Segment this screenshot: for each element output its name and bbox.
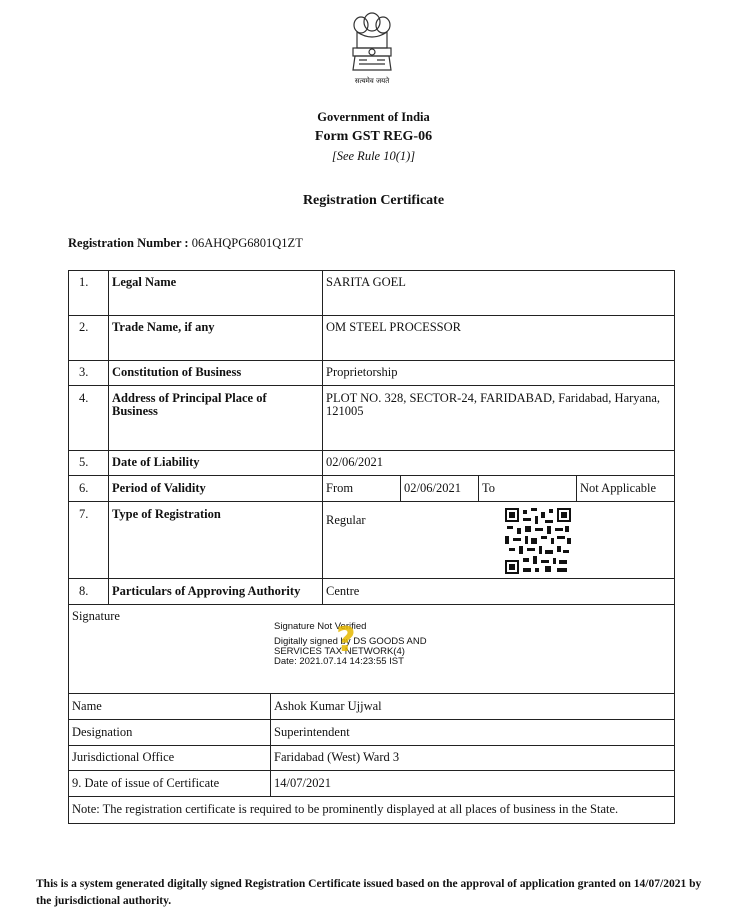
row-number: 8. [79, 584, 89, 598]
officer-label: 9. Date of issue of Certificate [72, 776, 220, 790]
rule-reference: [See Rule 10(1)] [331, 149, 416, 163]
row-number: 4. [79, 391, 89, 405]
signature-unverified-icon: ? [336, 620, 356, 660]
row-label: Constitution of Business [112, 365, 242, 379]
registration-number-label: Registration Number : [68, 236, 189, 250]
row-number: 2. [79, 320, 89, 334]
row-value: Proprietorship [326, 365, 398, 379]
row-number: 5. [79, 455, 89, 469]
officer-value: Superintendent [274, 725, 350, 739]
registration-number [68, 236, 303, 251]
row-number: 7. [79, 507, 89, 521]
national-emblem-icon [345, 8, 399, 78]
signature-status: Signature Not Verified [274, 621, 367, 632]
row-label: Particulars of Approving Authority [112, 584, 301, 598]
row-label: Period of Validity [112, 481, 206, 495]
row-value: OM STEEL PROCESSOR [326, 320, 461, 334]
emblem-motto: सत्यमेव जयते [354, 77, 390, 85]
display-note: Note: The registration certificate is required to be prominently displayed at all places of business in the State. [72, 802, 619, 816]
footer-disclaimer: This is a system generated digitally signed Registration Certificate issued based on the approval of application granted on 14/07/2021 by the jurisdictional authority. [36, 878, 702, 907]
row-number: 1. [79, 275, 89, 289]
row-number: 6. [79, 481, 89, 495]
row-label: Legal Name [112, 275, 177, 289]
row-value: SARITA GOEL [326, 275, 406, 289]
validity-from-label: From [326, 481, 354, 495]
officer-value: Ashok Kumar Ujjwal [274, 699, 382, 713]
row-value: 02/06/2021 [326, 455, 383, 469]
certificate-title: Registration Certificate [302, 193, 445, 208]
validity-to-label: To [482, 481, 496, 495]
form-heading: Form GST REG-06 [314, 129, 433, 144]
officer-label: Name [72, 699, 102, 713]
row-value: Regular [326, 513, 366, 527]
officer-label: Designation [72, 725, 133, 739]
row-label: Address of Principal Place of Business [112, 391, 267, 418]
qr-code-icon [505, 508, 571, 574]
signature-label: Signature [72, 609, 120, 623]
officer-value: Faridabad (West) Ward 3 [274, 750, 400, 764]
signature-date: Date: 2021.07.14 14:23:55 IST [274, 656, 404, 667]
row-number: 3. [79, 365, 89, 379]
row-label: Trade Name, if any [112, 320, 215, 334]
government-heading: Government of India [317, 110, 430, 124]
row-label: Type of Registration [112, 507, 221, 521]
signature-signed-by: Digitally signed by DS GOODS AND [274, 636, 427, 647]
row-value: Centre [326, 584, 360, 598]
validity-from-date: 02/06/2021 [404, 481, 461, 495]
officer-value: 14/07/2021 [274, 776, 331, 790]
registration-number-value: 06AHQPG6801Q1ZT [191, 236, 303, 250]
officer-label: Jurisdictional Office [72, 750, 175, 764]
signature-signed-by-org: SERVICES TAX NETWORK(4) [274, 646, 405, 657]
row-value: PLOT NO. 328, SECTOR-24, FARIDABAD, Faridabad, Haryana, 121005 [326, 391, 661, 418]
validity-to-date: Not Applicable [580, 481, 657, 495]
row-label: Date of Liability [112, 455, 200, 469]
